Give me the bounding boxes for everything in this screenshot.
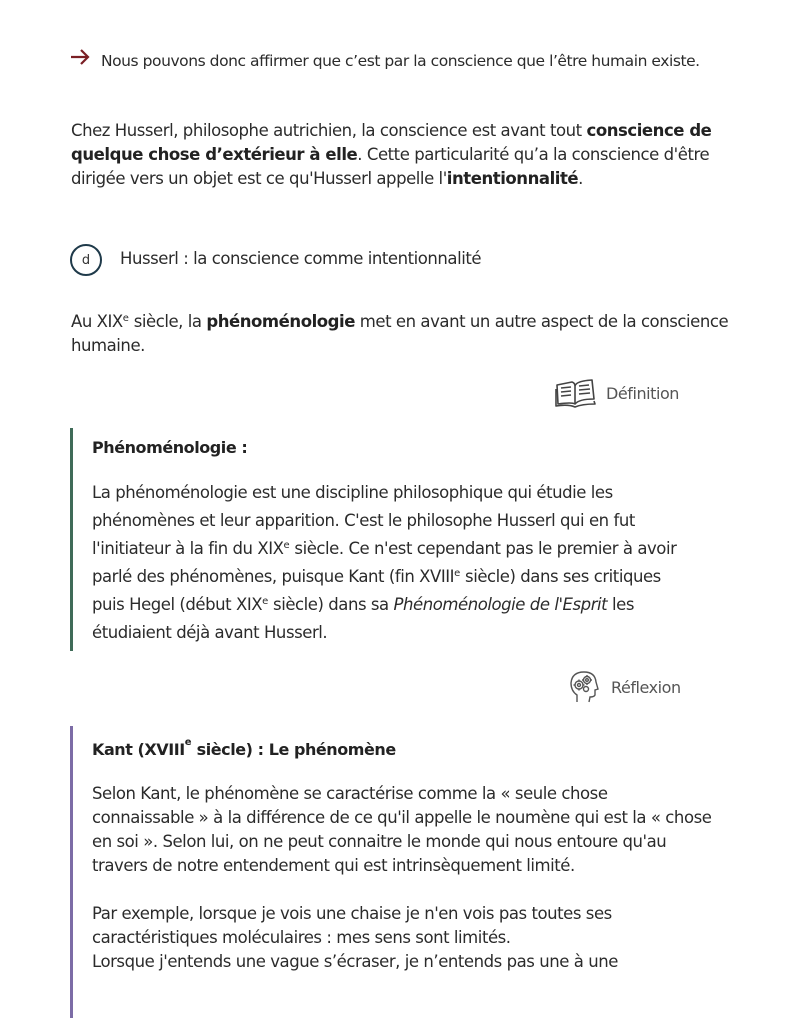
text-run: . Cette particularité qu’a la conscience d'être dirigée vers un objet est ce qu'Husserl appelle l' [71,145,710,188]
text-run: siècle) dans sa [268,595,394,614]
reflexion-text-example [92,902,712,974]
text-run: siècle) dans ses critiques puis Hegel (début XIX [92,567,661,614]
text-run: met en avant un autre aspect de la conscience humaine. [71,312,729,355]
text-run: siècle. Ce n'est cependant pas le premier à avoir parlé des phénomènes, puisque Kant (fin XVIII [92,539,677,586]
superscript: e [122,313,129,324]
definition-block [70,428,710,651]
definition-tag [554,377,679,409]
superscript: e [283,540,290,551]
bold-text: phénoménologie [206,312,355,331]
head-gears-icon [569,670,599,704]
example-line: Par exemple, lorsque je vois une chaise je n'en vois pas toutes ses caractéristiques moléculaires : mes sens sont limités. [92,904,612,947]
conclusion-text: Nous pouvons donc affirmer que c’est par la conscience que l’être humain existe. [101,52,700,70]
reflexion-text-kant: Selon Kant, le phénomène se caractérise comme la « seule chose connaissable » à la différence de ce qu'il appelle le noumène qui est la « chose en soi ». Selon lui, on ne peut connaitre le monde qui nous entoure qu'au travers de notre entendement qui est intrinsèquement limité. [92,784,712,875]
text-run: La phénoménologie est une discipline philosophique qui étudie les phénomènes et leur apparition. C'est le philosophe Husserl qui en fut l'initiateur à la fin du XIX [92,483,635,558]
definition-title: Phénoménologie : [92,438,248,457]
reflexion-accent-bar [70,726,73,1018]
definition-tag-label: Définition [606,383,679,403]
text-run: siècle, la [128,312,207,331]
text-run: Kant (XVIII [92,740,185,759]
text-run: . [578,169,583,188]
reflexion-title [92,737,710,759]
text-run: Au XIX [71,312,123,331]
text-run: Chez Husserl, philosophe autrichien, la conscience est avant tout [71,121,587,140]
paragraph-phenomenologie-intro [71,310,731,358]
reflexion-block [70,726,710,1018]
arrow-right-icon [70,48,92,66]
superscript: e [262,596,269,607]
superscript: e [454,568,461,579]
open-book-icon [554,377,596,409]
definition-accent-bar [70,428,73,651]
paragraph-husserl-intro [71,119,731,191]
italic-book-title: Phénoménologie de l'Esprit [393,595,608,614]
reflexion-tag-label: Réflexion [611,677,681,697]
reflexion-tag [569,670,681,704]
definition-text [92,479,692,647]
text-run: les étudiaient déjà avant Husserl. [92,595,634,642]
superscript: e [184,737,192,748]
text-run: siècle) : Le phénomène [191,740,396,759]
bold-text: intentionnalité [446,169,579,188]
section-title: Husserl : la conscience comme intentionnalité [120,249,482,268]
section-badge: d [70,244,102,276]
example-line: Lorsque j'entends une vague s’écraser, je n’entends pas une à une [92,952,618,971]
bold-text: conscience de quelque chose d’extérieur à elle [71,121,712,164]
